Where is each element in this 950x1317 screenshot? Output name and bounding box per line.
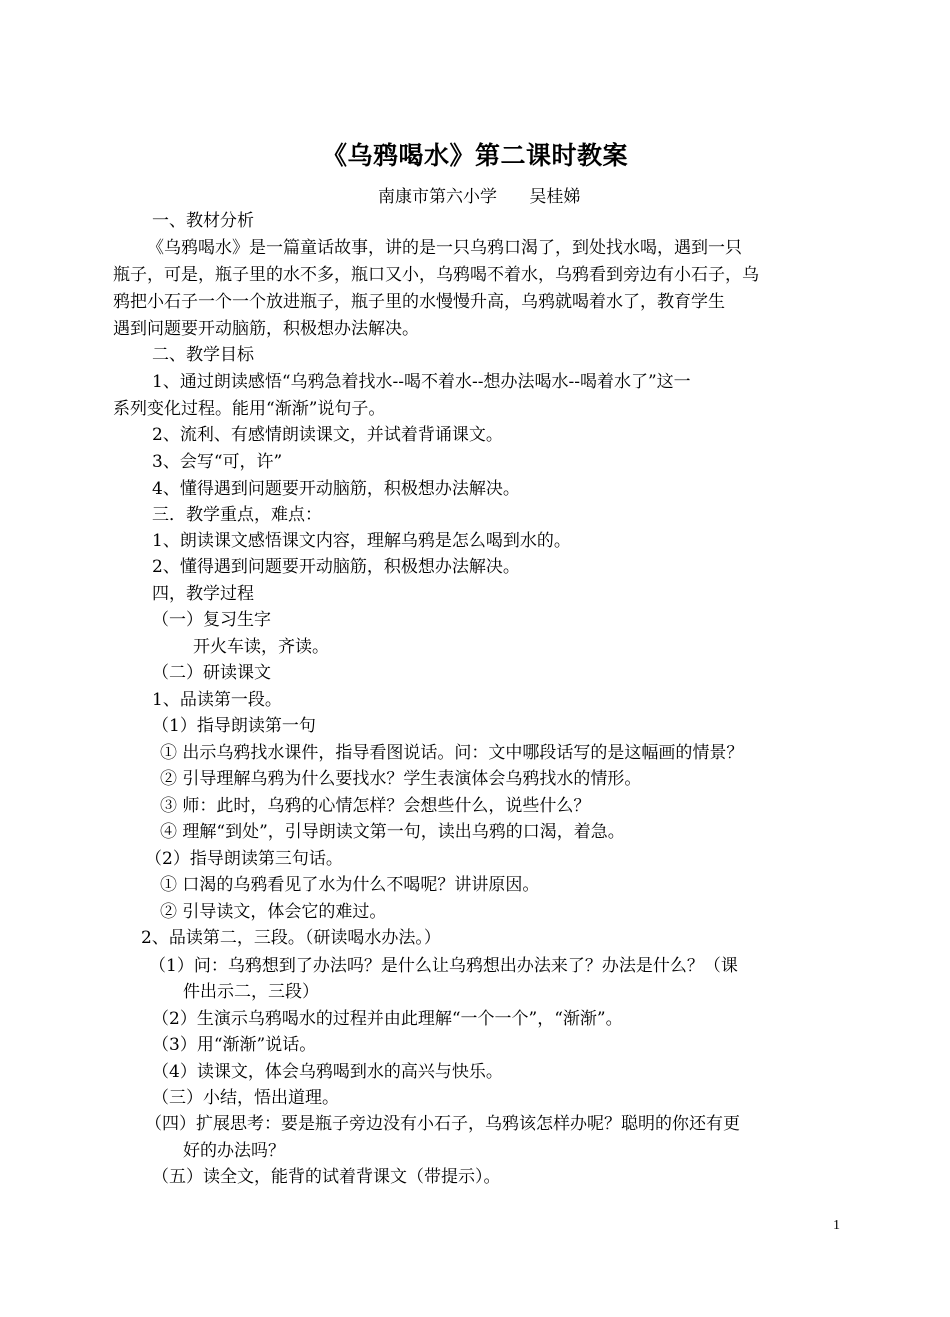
text-line: （一）复习生字 bbox=[152, 610, 271, 630]
text-line: 2、品读第二，三段。（研读喝水办法。） bbox=[141, 928, 441, 948]
text-line: （四）扩展思考：要是瓶子旁边没有小石子，乌鸦该怎样办呢？聪明的你还有更 bbox=[145, 1114, 740, 1134]
text-line: 好的办法吗？ bbox=[183, 1141, 285, 1161]
text-line: 2、流利、有感情朗读课文，并试着背诵课文。 bbox=[152, 425, 503, 445]
text-line: 瓶子，可是，瓶子里的水不多，瓶口又小，乌鸦喝不着水，乌鸦看到旁边有小石子，乌 bbox=[113, 265, 759, 285]
text-line: ③ 师：此时，乌鸦的心情怎样？会想些什么，说些什么？ bbox=[160, 796, 591, 816]
text-line: 1、朗读课文感悟课文内容，理解乌鸦是怎么喝到水的。 bbox=[152, 531, 571, 551]
text-line: （1）问：乌鸦想到了办法吗？是什么让乌鸦想出办法来了？办法是什么？（课 bbox=[149, 956, 738, 976]
text-line: ② 引导理解乌鸦为什么要找水？学生表演体会乌鸦找水的情形。 bbox=[160, 769, 642, 789]
text-line: 2、懂得遇到问题要开动脑筋，积极想办法解决。 bbox=[152, 557, 520, 577]
text-line: 遇到问题要开动脑筋，积极想办法解决。 bbox=[113, 319, 419, 339]
text-line: （二）研读课文 bbox=[152, 663, 271, 683]
page-number: 1 bbox=[833, 1218, 840, 1233]
text-line: 1、品读第一段。 bbox=[152, 690, 282, 710]
text-line: （4）读课文，体会乌鸦喝到水的高兴与快乐。 bbox=[152, 1062, 503, 1082]
text-line: 件出示二，三段） bbox=[183, 982, 319, 1002]
text-line: ④ 理解“到处”，引导朗读文第一句，读出乌鸦的口渴，着急。 bbox=[160, 822, 625, 842]
text-line: （2）指导朗读第三句话。 bbox=[145, 849, 343, 869]
text-line: ① 口渴的乌鸦看见了水为什么不喝呢？讲讲原因。 bbox=[160, 875, 540, 895]
text-line: 一、教材分析 bbox=[152, 211, 254, 231]
text-line: 三．教学重点，难点： bbox=[152, 505, 322, 525]
text-line: 3、会写“可，许” bbox=[152, 452, 283, 472]
author-byline: 南康市第六小学 吴桂娣 bbox=[378, 187, 581, 207]
text-line: 鸦把小石子一个一个放进瓶子，瓶子里的水慢慢升高，乌鸦就喝着水了，教育学生 bbox=[113, 292, 725, 312]
text-line: （3）用“渐渐”说话。 bbox=[152, 1035, 317, 1055]
text-line: 四，教学过程 bbox=[152, 584, 254, 604]
text-line: （1）指导朗读第一句 bbox=[152, 716, 316, 736]
text-line: 开火车读，齐读。 bbox=[193, 637, 329, 657]
text-line: （五）读全文，能背的试着背课文（带提示）。 bbox=[152, 1167, 501, 1187]
text-line: 《乌鸦喝水》是一篇童话故事，讲的是一只乌鸦口渴了，到处找水喝，遇到一只 bbox=[147, 238, 742, 258]
text-line: （三）小结，悟出道理。 bbox=[152, 1088, 339, 1108]
text-line: 二、教学目标 bbox=[152, 345, 254, 365]
page-title: 《乌鸦喝水》第二课时教案 bbox=[321, 141, 628, 170]
text-line: 系列变化过程。能用“渐渐”说句子。 bbox=[113, 399, 386, 419]
text-line: ② 引导读文，体会它的难过。 bbox=[160, 902, 387, 922]
text-line: ① 出示乌鸦找水课件，指导看图说话。问：文中哪段话写的是这幅画的情景？ bbox=[160, 743, 744, 763]
text-line: 1、通过朗读感悟“乌鸦急着找水--喝不着水--想办法喝水--喝着水了”这一 bbox=[152, 372, 691, 392]
text-line: 4、懂得遇到问题要开动脑筋，积极想办法解决。 bbox=[152, 479, 520, 499]
text-line: （2）生演示乌鸦喝水的过程并由此理解“一个一个”，“渐渐”。 bbox=[152, 1009, 623, 1029]
